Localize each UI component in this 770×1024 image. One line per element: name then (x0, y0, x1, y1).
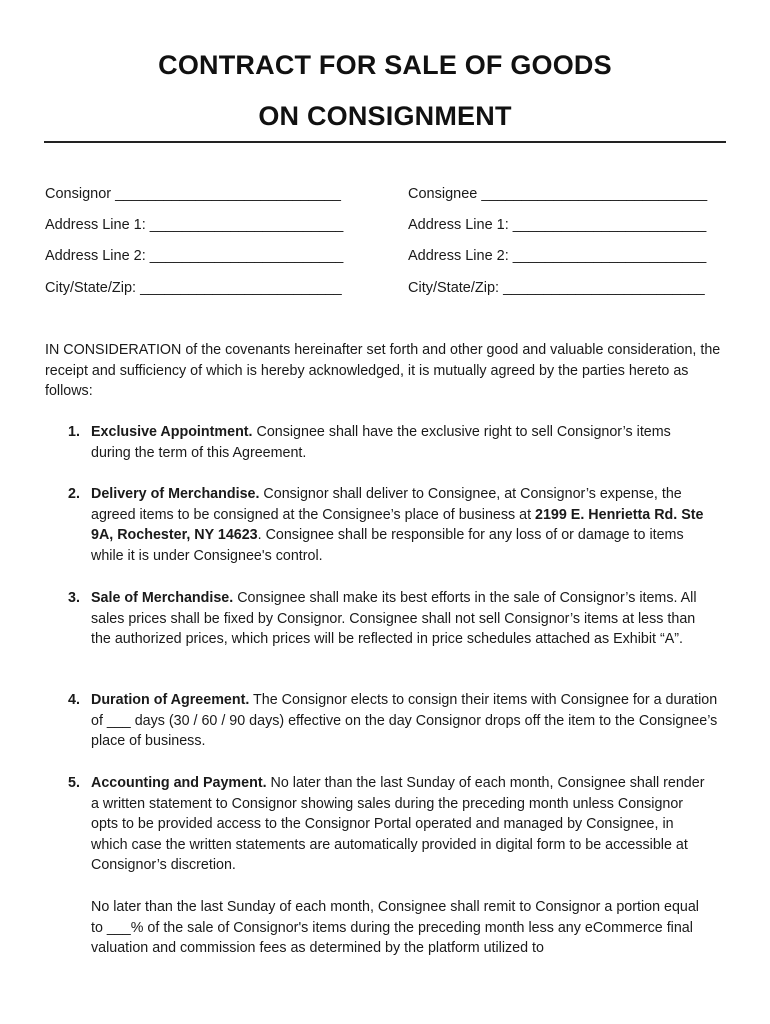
clause-number: 3. (68, 590, 80, 606)
clause-3 (64, 588, 728, 650)
consignor-city-state-zip-field[interactable]: City/State/Zip: _________________________ (45, 280, 342, 296)
clause-text: Consignee shall make its best efforts in the sale of Consignor’s items. All sales prices shall be fixed by Consignor. Consignee shall not sell Consignor’s items at less than the authorized prices, which prices will be reflected in price schedules attached as Exhibit “A”. (91, 590, 697, 648)
clause-2 (64, 484, 728, 566)
clause-text: Consignor shall deliver to Consignee, at Consignor’s expense, the agreed items to be consigned at the Consignee’s place of business at (91, 486, 682, 523)
consignor-field[interactable]: Consignor ____________________________ (45, 186, 341, 202)
document-title-line-1: CONTRACT FOR SALE OF GOODS (158, 50, 612, 80)
clause-4 (64, 690, 728, 752)
clause-number: 4. (68, 692, 80, 708)
clause-text: . Consignee shall be responsible for any loss of or damage to items while it is under Consignee's control. (91, 527, 684, 564)
consignee-city-state-zip-field[interactable]: City/State/Zip: _________________________ (408, 280, 705, 296)
consignee-field[interactable]: Consignee ____________________________ (408, 186, 708, 202)
clause-number: 2. (68, 486, 80, 502)
consignor-address-line-2-field[interactable]: Address Line 2: ________________________ (45, 248, 344, 264)
clause-5 (64, 773, 728, 876)
business-address: 2199 E. Henrietta Rd. Ste 9A, Rochester, NY 14623 (91, 506, 704, 544)
clause-heading: Delivery of Merchandise. (91, 486, 260, 502)
clause-text: The Consignor elects to consign their items with Consignee for a duration of ___ days (30 / 60 / 90 days) effective on the day Consignor drops off the item to the Consignee’s place of business. (91, 692, 718, 750)
clause-heading: Accounting and Payment. (91, 775, 267, 791)
clause-text: Consignee shall have the exclusive right to sell Consignor’s items during the term of this Agreement. (91, 424, 671, 461)
consignee-address-line-2-field[interactable]: Address Line 2: ________________________ (408, 248, 707, 264)
title-divider (44, 141, 726, 143)
clause-number: 5. (68, 775, 80, 791)
clause-5-paragraph-2: No later than the last Sunday of each month, Consignee shall remit to Consignor a portion equal to ___% of the sale of Consignor's items during the preceding month less any eCommerce final valuation and commission fees as determined by the platform utilized to (91, 899, 699, 957)
clause-text: No later than the last Sunday of each month, Consignee shall render a written statement to Consignor showing sales during the preceding month unless Consignor opts to be provided access to the Consignor Portal operated and managed by Consignee, in which case the written statements are automatically provided in digital form to be accessible at Consignor’s discretion. (91, 775, 705, 874)
clause-1 (64, 422, 728, 463)
clause-heading: Sale of Merchandise. (91, 590, 234, 606)
document-title-line-2: ON CONSIGNMENT (258, 101, 512, 131)
consignor-address-line-1-field[interactable]: Address Line 1: ________________________ (45, 217, 344, 233)
clause-number: 1. (68, 424, 80, 440)
intro-paragraph: IN CONSIDERATION of the covenants hereinafter set forth and other good and valuable consideration, the receipt and sufficiency of which is hereby acknowledged, it is mutually agreed by the parties hereto as follows: (45, 342, 721, 400)
consignee-address-line-1-field[interactable]: Address Line 1: ________________________ (408, 217, 707, 233)
clause-heading: Duration of Agreement. (91, 692, 250, 708)
clause-heading: Exclusive Appointment. (91, 424, 253, 440)
